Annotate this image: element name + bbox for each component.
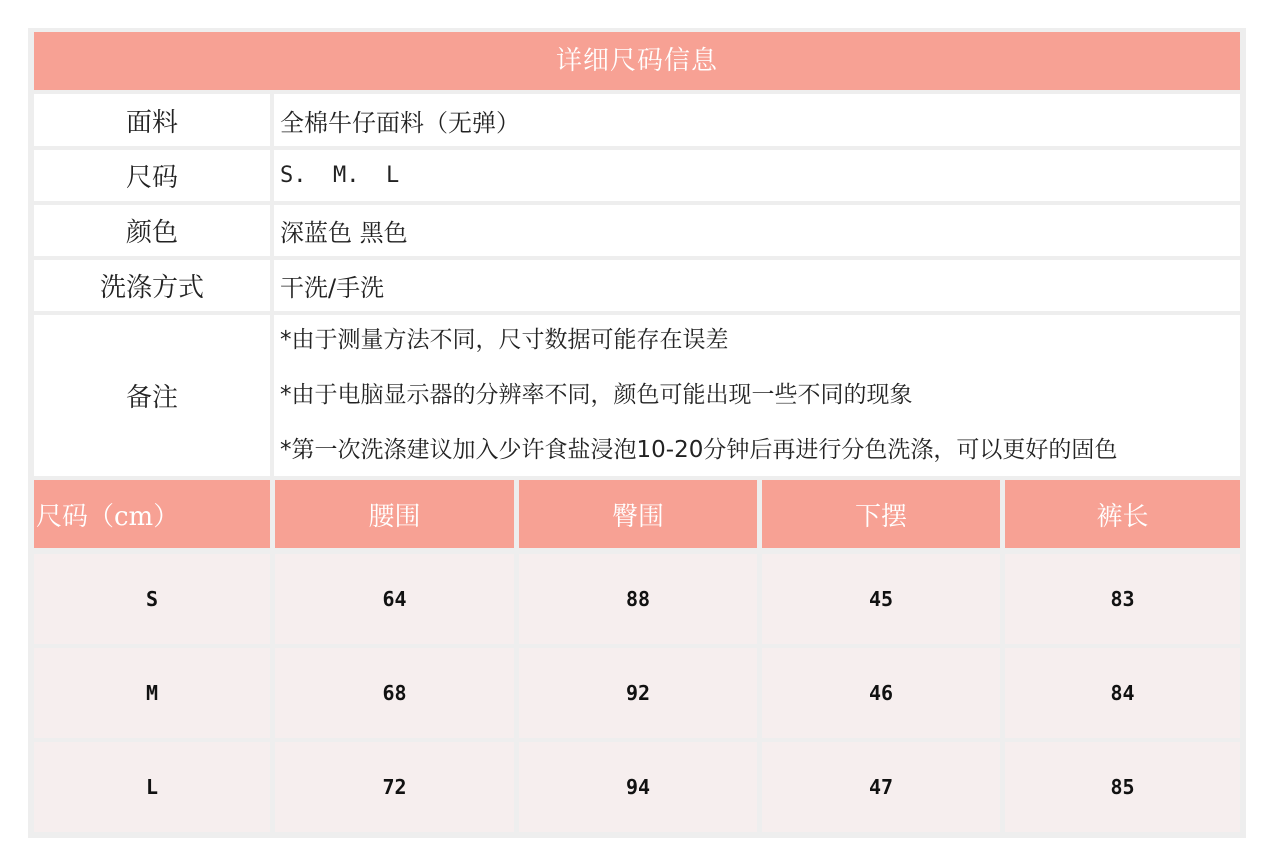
colors-label: 颜色 (34, 205, 270, 256)
hem-cell: 46 (762, 648, 1000, 738)
sizes-label: 尺码 (34, 150, 270, 201)
waist-cell: 72 (275, 742, 514, 832)
header-hem: 下摆 (762, 480, 1000, 548)
fabric-label: 面料 (34, 94, 270, 146)
table-row (34, 648, 1240, 738)
table-row (34, 554, 1240, 644)
hip-cell: 88 (519, 554, 757, 644)
page-title: 详细尺码信息 (34, 32, 1240, 90)
info-row-colors (34, 205, 1240, 256)
waist-cell: 68 (275, 648, 514, 738)
info-row-sizes (34, 150, 1240, 201)
note-line: *由于测量方法不同，尺寸数据可能存在误差 (280, 327, 729, 353)
notes-label: 备注 (34, 315, 270, 476)
header-hip: 臀围 (519, 480, 757, 548)
info-row-notes (34, 315, 1240, 476)
hem-cell: 45 (762, 554, 1000, 644)
size-table-header (34, 480, 1240, 548)
header-waist: 腰围 (275, 480, 514, 548)
header-length: 裤长 (1005, 480, 1240, 548)
hip-cell: 92 (519, 648, 757, 738)
info-row-washing (34, 260, 1240, 311)
size-cell: M (34, 648, 270, 738)
washing-label: 洗涤方式 (34, 260, 270, 311)
length-cell: 83 (1005, 554, 1240, 644)
size-cell: L (34, 742, 270, 832)
info-row-fabric (34, 94, 1240, 146)
fabric-value: 全棉牛仔面料（无弹） (274, 94, 1240, 146)
hip-cell: 94 (519, 742, 757, 832)
note-line: *由于电脑显示器的分辨率不同，颜色可能出现一些不同的现象 (280, 382, 913, 408)
washing-value: 干洗/手洗 (274, 260, 1240, 311)
note-line: *第一次洗涤建议加入少许食盐浸泡10-20分钟后再进行分色洗涤，可以更好的固色 (280, 437, 1118, 463)
waist-cell: 64 (275, 554, 514, 644)
size-cell: S (34, 554, 270, 644)
length-cell: 85 (1005, 742, 1240, 832)
table-row (34, 742, 1240, 832)
header-size: 尺码（cm） (34, 480, 270, 548)
length-cell: 84 (1005, 648, 1240, 738)
notes-value (274, 315, 1240, 476)
hem-cell: 47 (762, 742, 1000, 832)
sizes-value: S. M. L (274, 150, 1240, 201)
colors-value: 深蓝色 黑色 (274, 205, 1240, 256)
